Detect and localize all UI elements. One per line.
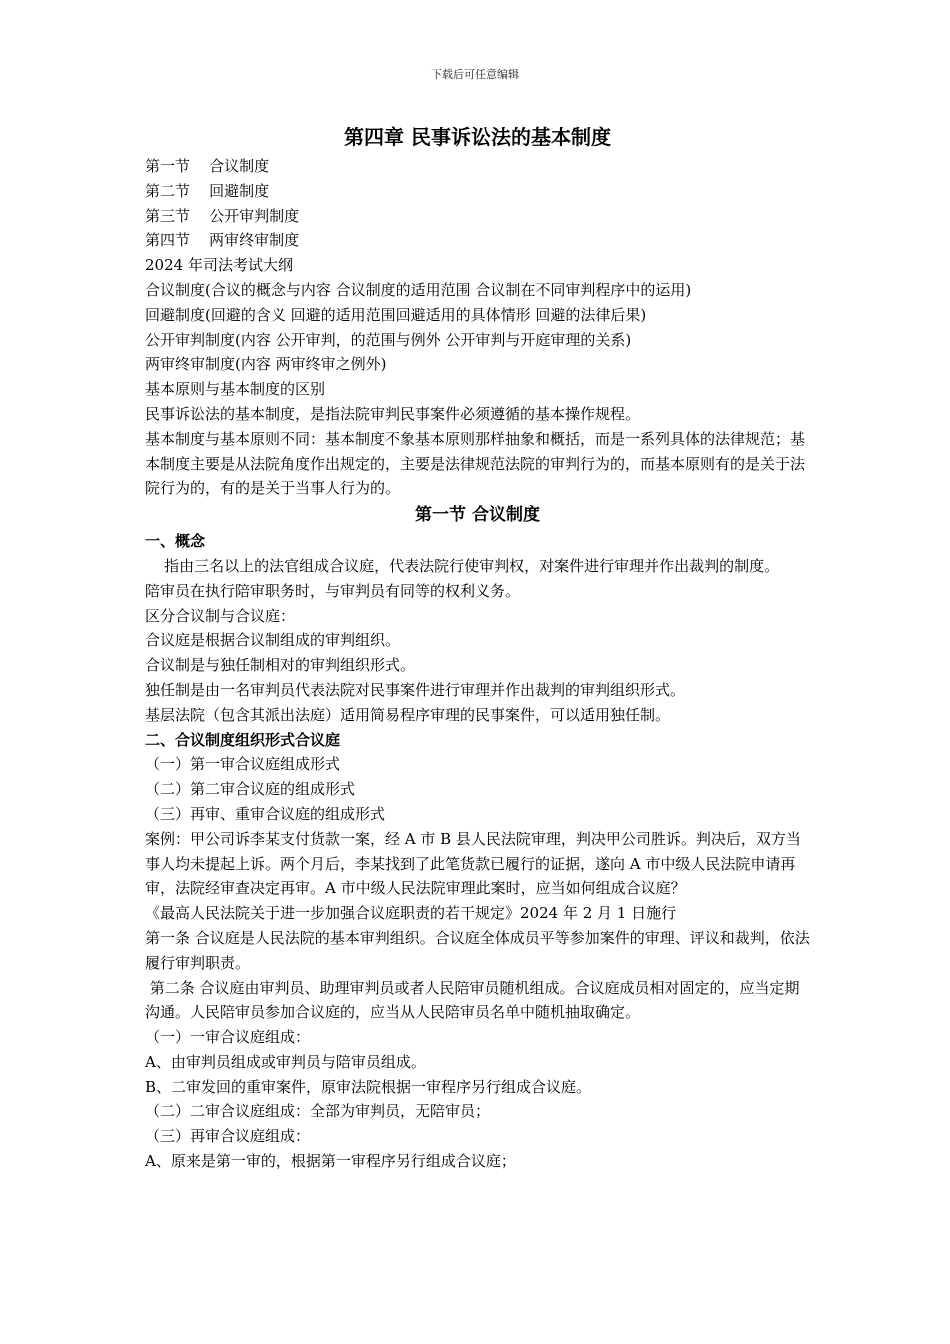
section-title: 第一节 合议制度 — [415, 505, 540, 526]
section-heading: 一、概念 — [145, 532, 206, 551]
paragraph: 基本制度与基本原则不同：基本制度不象基本原则那样抽象和概括，而是一系列具体的法律规范；基本制度主要是从法院角度作出规定的，主要是法律规范法院的审判行为的，而基本原则有的是关于法院行为的，有的是关于当事人行为的。 — [145, 429, 806, 498]
document-body — [145, 122, 810, 1174]
paragraph: 区分合议制与合议庭： — [145, 606, 296, 625]
article-paragraph: 第一条 合议庭是人民法院的基本审判组织。合议庭全体成员平等参加案件的审理、评议和裁判，依法履行审判职责。 — [145, 928, 810, 972]
paragraph: 《最高人民法院关于进一步加强合议庭职责的若干规定》2024 年 2 月 1 日施行 — [145, 904, 677, 923]
paragraph: 回避制度(回避的含义 回避的适用范围回避适用的具体情形 回避的法律后果) — [145, 305, 647, 324]
paragraph: 基层法院（包含其派出法庭）适用简易程序审理的民事案件，可以适用独任制。 — [145, 705, 671, 724]
paragraph: （二）二审合议庭组成：全部为审判员，无陪审员； — [145, 1102, 491, 1121]
toc-line: 第一节 合议制度 — [145, 157, 270, 175]
paragraph: （二）第二审合议庭的组成形式 — [145, 780, 356, 799]
paragraph: B、二审发回的重审案件，原审法院根据一审程序另行组成合议庭。 — [145, 1077, 592, 1096]
toc-line: 第四节 两审终审制度 — [145, 231, 300, 250]
intro-block — [145, 154, 810, 501]
paragraph: 2024 年司法考试大纲 — [145, 256, 293, 275]
header-note: 下载后可任意编辑 — [431, 68, 519, 81]
toc-line: 第二节 回避制度 — [145, 181, 270, 200]
paragraph: 基本原则与基本制度的区别 — [145, 380, 326, 399]
paragraph: 合议制度(合议的概念与内容 合议制度的适用范围 合议制在不同审判程序中的运用) — [145, 280, 692, 299]
paragraph: 民事诉讼法的基本制度，是指法院审判民事案件必须遵循的基本操作规程。 — [145, 404, 641, 423]
paragraph: 合议庭是根据合议制组成的审判组织。 — [145, 631, 401, 650]
paragraph: 合议制是与独任制相对的审判组织形式。 — [145, 656, 416, 675]
paragraph: 公开审判制度(内容 公开审判，的范围与例外 公开审判与开庭审理的关系) — [145, 330, 632, 349]
case-paragraph: 案例：甲公司诉李某支付货款一案，经 A 市 B 县人民法院审理，判决甲公司胜诉。判决后，双方当事人均未提起上诉。两个月后，李某找到了此笔货款已履行的证据，遂向 A 市中级人民法院申请再审，法院经审查决定再审。A 市中级人民法院审理此案时，应当如何组成合议庭？ — [145, 829, 801, 898]
paragraph: A、原来是第一审的，根据第一审程序另行组成合议庭； — [145, 1152, 516, 1171]
paragraph: （三）再审合议庭组成： — [145, 1127, 311, 1146]
paragraph: （一）第一审合议庭组成形式 — [145, 755, 341, 774]
chapter-title: 第四章 民事诉讼法的基本制度 — [344, 125, 611, 149]
paragraph: 指由三名以上的法官组成合议庭，代表法院行使审判权，对案件进行审理并作出裁判的制度。 — [145, 556, 780, 575]
paragraph: （一）一审合议庭组成： — [145, 1028, 311, 1047]
toc-line: 第三节 公开审判制度 — [145, 206, 300, 225]
paragraph: A、由审判员组成或审判员与陪审员组成。 — [145, 1052, 426, 1071]
paragraph: 独任制是由一名审判员代表法院对民事案件进行审理并作出裁判的审判组织形式。 — [145, 680, 686, 699]
paragraph: 陪审员在执行陪审职务时，与审判员有同等的权利义务。 — [145, 581, 521, 600]
paragraph: （三）再审、重审合议庭的组成形式 — [145, 804, 386, 823]
paragraph: 两审终审制度(内容 两审终审之例外) — [145, 355, 387, 374]
section-heading: 二、合议制度组织形式合议庭 — [145, 730, 341, 749]
article-paragraph: 第二条 合议庭由审判员、助理审判员或者人民陪审员随机组成。合议庭成员相对固定的，应当定期沟通。人民陪审员参加合议庭的，应当从人民陪审员名单中随机抽取确定。 — [145, 978, 800, 1022]
